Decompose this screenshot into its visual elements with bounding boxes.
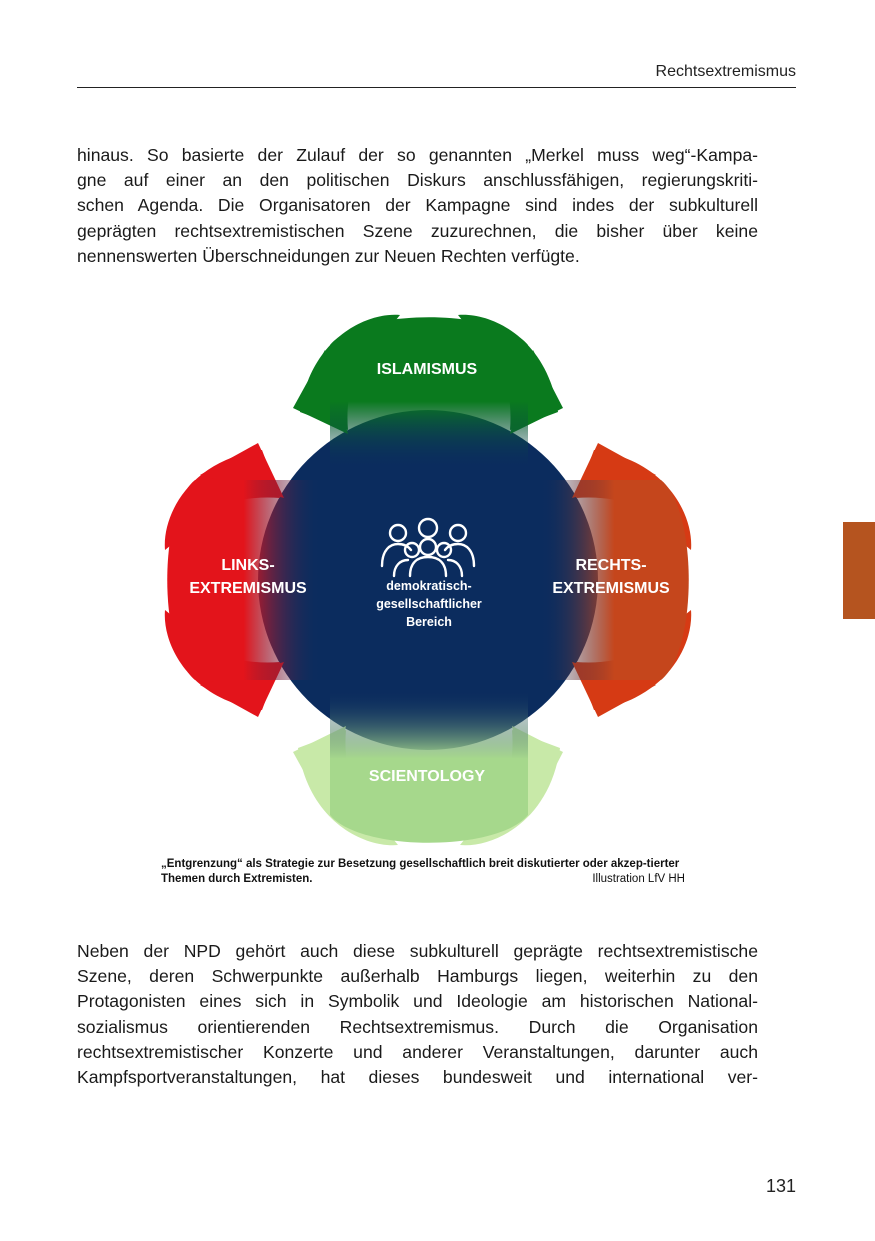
label-rechts-line2: EXTREMISMUS bbox=[552, 580, 670, 597]
diagram-svg bbox=[150, 300, 710, 860]
running-header: Rechtsextremismus bbox=[77, 63, 796, 88]
label-scientology: SCIENTOLOGY bbox=[368, 768, 486, 785]
text-line: rechtsextremistischer Konzerte und anderer Veranstaltungen, darunter auch bbox=[77, 1041, 758, 1062]
body-paragraph-1 bbox=[77, 143, 758, 269]
label-islamismus: ISLAMISMUS bbox=[376, 361, 478, 378]
body-paragraph-2 bbox=[77, 939, 758, 1090]
caption-text: „Entgrenzung“ als Strategie zur Besetzung gesellschaftlich breit diskutierter oder akzep-tierter Themen durch Extremisten. bbox=[161, 858, 680, 885]
label-links-line1: LINKS- bbox=[221, 557, 275, 574]
text-line: Kampfsportveranstaltungen, hat dieses bundesweit und international ver- bbox=[77, 1067, 758, 1088]
text-line: hinaus. So basierte der Zulauf der so genannten „Merkel muss weg“-Kampa- bbox=[77, 145, 758, 165]
text-line: gne auf einer an den politischen Diskurs anschlussfähigen, regierungskriti- bbox=[77, 170, 758, 191]
chapter-tab bbox=[843, 522, 875, 619]
segment-islamismus bbox=[293, 315, 563, 470]
center-label-line1: demokratisch- bbox=[386, 579, 472, 593]
center-label-line2: gesellschaftlicher bbox=[376, 597, 482, 611]
figure-caption bbox=[161, 857, 685, 887]
text-line: schen Agenda. Die Organisatoren der Kampagne sind indes der subkulturell bbox=[77, 195, 758, 216]
page-number: 131 bbox=[765, 1176, 796, 1196]
extremism-diagram bbox=[150, 300, 710, 860]
center-label-line3: Bereich bbox=[406, 615, 452, 629]
text-line: sozialismus orientierenden Rechtsextremismus. Durch die Organisation bbox=[77, 1016, 758, 1037]
text-line: Protagonisten eines sich in Symbolik und Ideologie am historischen National- bbox=[77, 991, 758, 1012]
label-rechts-line1: RECHTS- bbox=[575, 557, 647, 574]
text-line: geprägten rechtsextremistischen Szene zuzurechnen, die bisher über keine bbox=[77, 220, 758, 241]
text-line: Neben der NPD gehört auch diese subkulturell geprägte rechtsextremistische bbox=[77, 941, 758, 961]
text-line: Szene, deren Schwerpunkte außerhalb Hamburgs liegen, weiterhin zu den bbox=[77, 966, 758, 987]
text-line: nennenswerten Überschneidungen zur Neuen Rechten verfügte. bbox=[77, 245, 580, 266]
caption-credit: Illustration LfV HH bbox=[592, 873, 685, 885]
label-links-line2: EXTREMISMUS bbox=[189, 580, 307, 597]
